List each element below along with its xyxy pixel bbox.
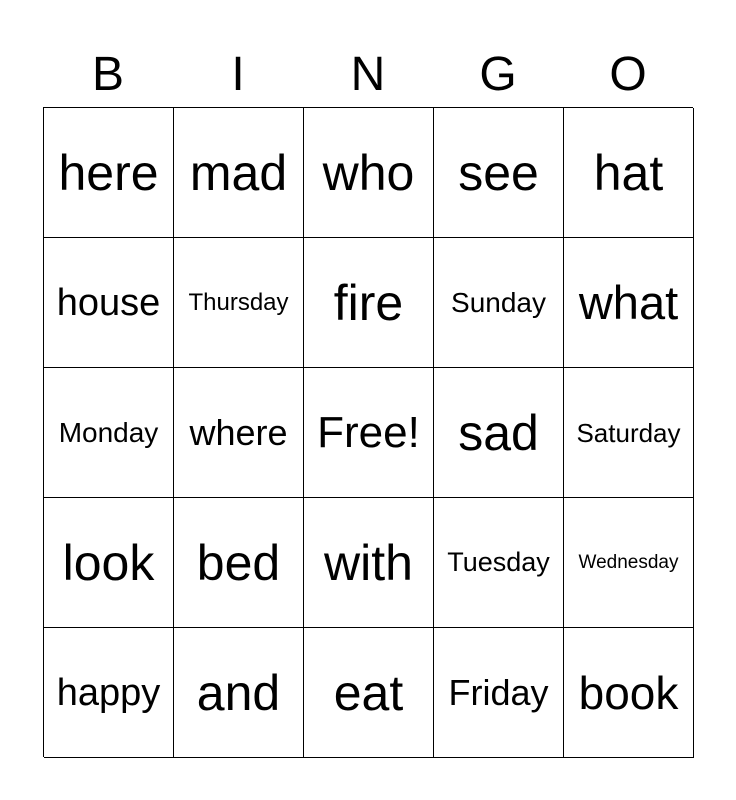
bingo-cell[interactable]: hat bbox=[564, 108, 694, 238]
bingo-cell[interactable]: fire bbox=[304, 238, 434, 368]
bingo-cell[interactable]: Friday bbox=[434, 628, 564, 758]
bingo-cell[interactable]: house bbox=[44, 238, 174, 368]
header-letter-i: I bbox=[231, 48, 245, 101]
bingo-cell[interactable]: mad bbox=[174, 108, 304, 238]
bingo-cell[interactable]: where bbox=[174, 368, 304, 498]
bingo-cell[interactable]: who bbox=[304, 108, 434, 238]
bingo-cell[interactable]: eat bbox=[304, 628, 434, 758]
header-letter-g: G bbox=[479, 48, 517, 101]
bingo-header bbox=[43, 42, 693, 108]
bingo-cell[interactable]: Sunday bbox=[434, 238, 564, 368]
header-letter-n: N bbox=[350, 48, 386, 101]
bingo-cell[interactable]: look bbox=[44, 498, 174, 628]
bingo-cell[interactable]: book bbox=[564, 628, 694, 758]
bingo-cell[interactable]: here bbox=[44, 108, 174, 238]
bingo-cell[interactable]: sad bbox=[434, 368, 564, 498]
bingo-cell[interactable]: Saturday bbox=[564, 368, 694, 498]
bingo-cell[interactable]: Free! bbox=[304, 368, 434, 498]
bingo-cell[interactable]: Wednesday bbox=[564, 498, 694, 628]
bingo-cell[interactable]: with bbox=[304, 498, 434, 628]
bingo-cell[interactable]: Thursday bbox=[174, 238, 304, 368]
bingo-cell[interactable]: Monday bbox=[44, 368, 174, 498]
bingo-cell[interactable]: and bbox=[174, 628, 304, 758]
header-letter-b: B bbox=[91, 48, 124, 101]
bingo-board bbox=[43, 107, 693, 757]
header-letter-o: O bbox=[609, 48, 647, 101]
bingo-cell[interactable]: what bbox=[564, 238, 694, 368]
bingo-cell[interactable]: Tuesday bbox=[434, 498, 564, 628]
bingo-cell[interactable]: happy bbox=[44, 628, 174, 758]
bingo-cell[interactable]: see bbox=[434, 108, 564, 238]
bingo-cell[interactable]: bed bbox=[174, 498, 304, 628]
